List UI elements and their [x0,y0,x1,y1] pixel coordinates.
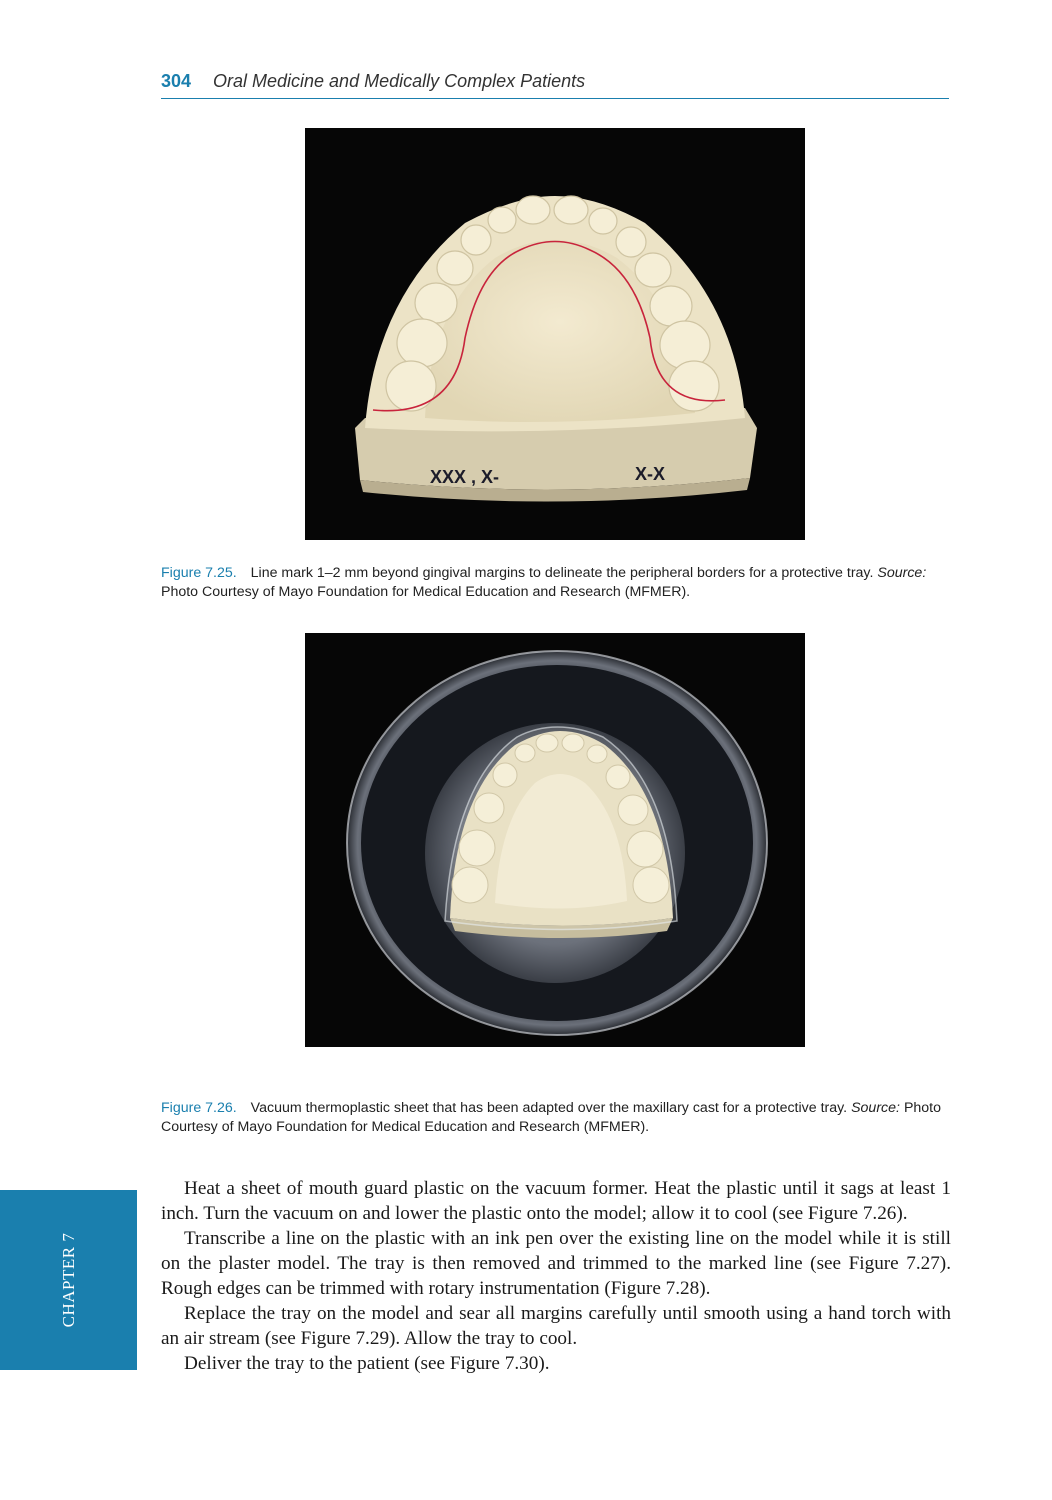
source-label: Source: [851,1100,900,1116]
chapter-tab-label: CHAPTER 7 [58,1232,78,1328]
source-text: Photo Courtesy of Mayo Foundation for Medical Education and Research (MFMER). [161,1100,942,1135]
figure-7-26-photo [305,633,805,1047]
paragraph: Deliver the tray to the patient (see Figure 7.30). [184,1353,550,1374]
chapter-tab [0,1190,137,1370]
maxillary-cast-illustration [305,128,805,540]
thermoplastic-sheet-illustration [305,633,805,1047]
book-title: Oral Medicine and Medically Complex Patients [213,71,586,91]
figure-label: Figure 7.26. [161,1100,237,1116]
paragraph: Transcribe a line on the plastic with an ink pen over the existing line on the model while it is still on the plaster model. The tray is then removed and trimmed to the marked line (see Figure 7.27). Rough edges can be trimmed with rotary instrumentation (Figure 7.28). [161,1228,951,1299]
paragraph: Replace the tray on the model and sear all margins carefully until smooth using a hand torch with an air stream (see Figure 7.29). Allow the tray to cool. [161,1303,951,1349]
caption-text: Line mark 1–2 mm beyond gingival margins to delineate the peripheral borders for a protective tray. [250,565,874,581]
paragraph: Heat a sheet of mouth guard plastic on the vacuum former. Heat the plastic until it sags at least 1 inch. Turn the vacuum on and lower the plastic onto the model; allow it to cool (see Figure 7.26). [161,1178,951,1224]
figure-7-26-caption [161,1099,951,1137]
source-label: Source: [877,565,927,581]
source-text: Photo Courtesy of Mayo Foundation for Medical Education and Research (MFMER). [161,584,691,600]
caption-text: Vacuum thermoplastic sheet that has been adapted over the maxillary cast for a protective tray. [250,1100,848,1116]
cast-marking-left: XXX , X- [430,467,500,487]
figure-7-25-photo [305,128,805,540]
figure-7-25-caption [161,564,951,602]
running-head [161,68,949,99]
body-text [161,1176,951,1376]
page-number: 304 [161,71,192,91]
cast-marking-right: X-X [635,464,666,484]
figure-label: Figure 7.25. [161,565,237,581]
